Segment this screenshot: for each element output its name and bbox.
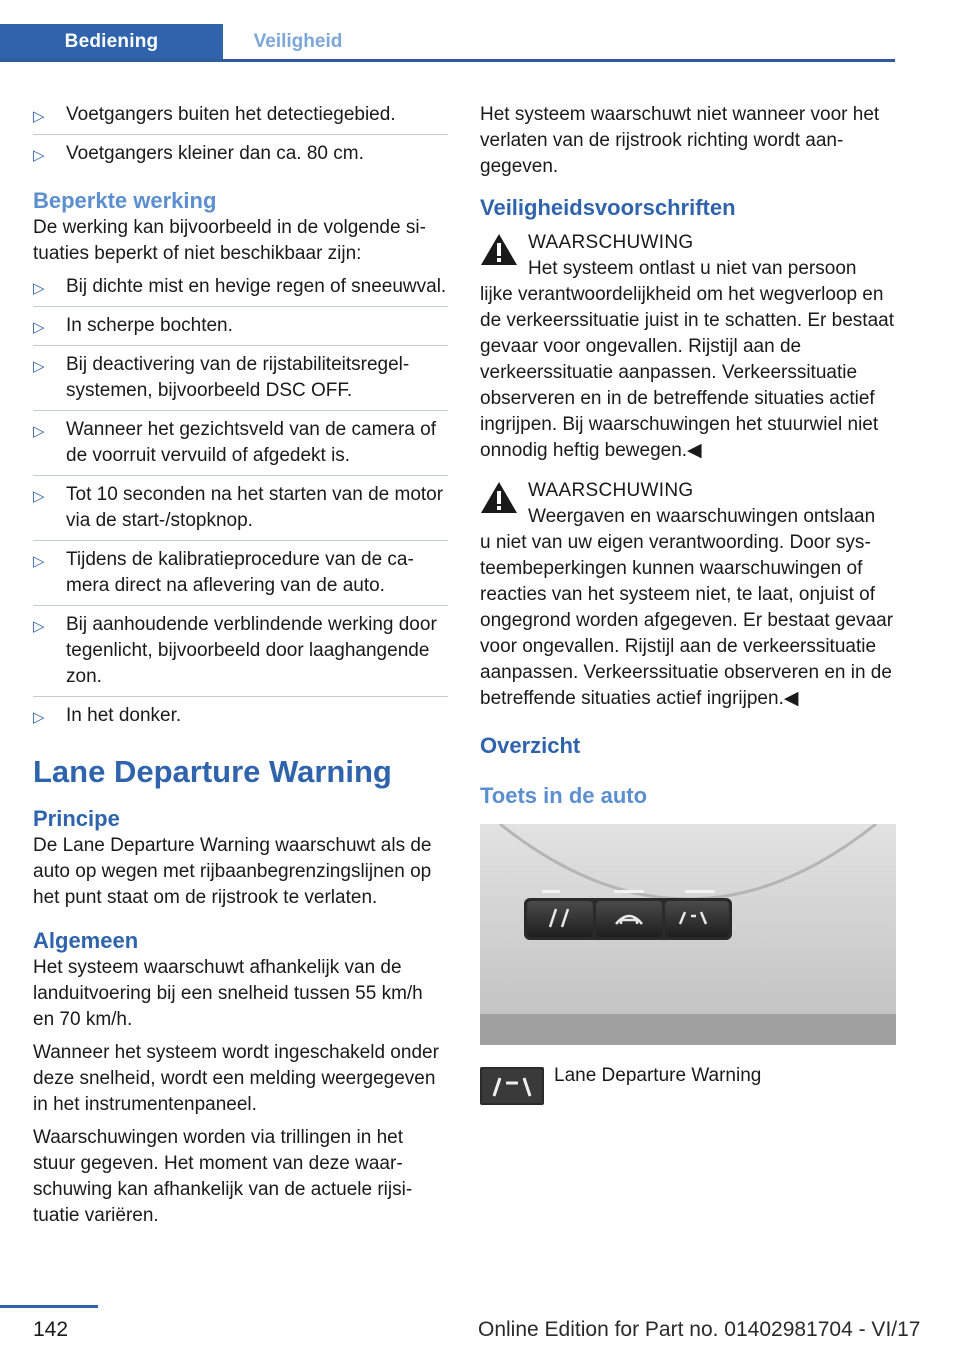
warning-triangle-icon — [480, 232, 518, 266]
heading-principe: Principe — [33, 806, 120, 831]
edition-text: Online Edition for Part no. 01402981704 - VI/17 — [478, 1318, 921, 1341]
chapter-tabbar — [0, 24, 895, 62]
list-item: ▷ Wanneer het gezichtsveld van de camera of de voorruit vervuild of afgedekt is. — [33, 417, 448, 476]
list-item: ▷ In scherpe bochten. — [33, 313, 448, 346]
warning-block-1 — [480, 230, 896, 464]
heading-lane-departure-warning: Lane Departure Warning — [33, 754, 392, 789]
tab-bediening[interactable]: Bediening — [0, 24, 223, 59]
list-item: ▷ Bij aanhoudende verblindende werking door tegenlicht, bijvoorbeeld door laaghangende zon. — [33, 612, 448, 697]
list-item: ▷ In het donker. — [33, 703, 448, 735]
list-item: ▷ Tot 10 seconden na het starten van de motor via de start-/stopknop. — [33, 482, 448, 541]
heading-toets-in-de-auto: Toets in de auto — [480, 783, 648, 808]
caption-text: Lane Departure Warning — [554, 1065, 762, 1086]
principe-text: De Lane Departure Warning waarschuwt als de auto op wegen met rijbaanbegrenzingslijnen op het punt staat om de rijstrook te verlaten. — [33, 835, 432, 908]
warning-title: WAARSCHUWING — [528, 480, 694, 501]
bullet-list-top — [33, 102, 448, 173]
warning-lead: Weergaven en waarschuwingen ontslaan — [528, 506, 876, 527]
triangle-bullet-icon: ▷ — [33, 146, 45, 164]
list-item: ▷ Voetgangers kleiner dan ca. 80 cm. — [33, 141, 448, 173]
warning-block-2 — [480, 478, 896, 712]
triangle-bullet-icon: ▷ — [33, 617, 45, 635]
triangle-bullet-icon: ▷ — [33, 279, 45, 297]
heading-algemeen: Algemeen — [33, 928, 139, 953]
right-column — [480, 102, 896, 1105]
list-item: ▷ Voetgangers buiten het detectiegebied. — [33, 102, 448, 135]
right-intro: Het systeem waarschuwt niet wanneer voor het verlaten van de rijstrook richting wordt aangegeven. — [480, 104, 880, 177]
heading-overzicht: Overzicht — [480, 733, 581, 758]
heading-beperkte-werking: Beperkte werking — [33, 188, 217, 213]
caption-row — [480, 1063, 896, 1105]
bullet-list-beperkte — [33, 274, 448, 735]
warning-body: lijke verantwoordelijkheid om het wegverloop en de verkeerssituatie juist in te schatten. Er bestaat gevaar voor ongevallen. Rijstijl aan de verkeerssituatie aanpassen. Verkeerssituatie observeren en in de betreffende situaties actief ingrijpen. Bij waarschuwingen het stuurwiel niet onnodig heftig bewegen.◀ — [480, 284, 894, 461]
triangle-bullet-icon: ▷ — [33, 422, 45, 440]
triangle-bullet-icon: ▷ — [33, 107, 45, 125]
page-number: 142 — [33, 1318, 69, 1341]
button-panel-photo — [480, 824, 896, 1045]
list-item: ▷ Bij dichte mist en hevige regen of sneeuwval. — [33, 274, 448, 307]
triangle-bullet-icon: ▷ — [33, 318, 45, 336]
triangle-bullet-icon: ▷ — [33, 552, 45, 570]
tab-veiligheid[interactable]: Veiligheid — [253, 30, 343, 52]
algemeen-paragraph-2: Wanneer het systeem wordt ingeschakeld onder deze snelheid, wordt een melding weergegeven in het instrumentenpaneel. — [33, 1042, 439, 1115]
beperkte-intro: De werking kan bijvoorbeeld in de volgende situaties beperkt of niet beschikbaar zijn: — [33, 217, 426, 264]
triangle-bullet-icon: ▷ — [33, 357, 45, 375]
left-column — [33, 102, 448, 1229]
list-item: ▷ Bij deactivering van de rijstabiliteitsregelsystemen, bijvoorbeeld DSC OFF. — [33, 352, 448, 411]
warning-triangle-icon — [480, 480, 518, 514]
algemeen-paragraph-3: Waarschuwingen worden via trillingen in het stuur gegeven. Het moment van deze waarschuwing kan afhankelijk van de actuele rijsituatie variëren. — [33, 1127, 413, 1226]
warning-lead: Het systeem ontlast u niet van persoon — [528, 258, 857, 279]
footer-rule — [0, 1305, 98, 1308]
warning-body: u niet van uw eigen verantwoording. Door systeembeperkingen kunnen waarschuwingen of reacties van het systeem niet, te laat, onjuist of ongegrond worden afgegeven. Er bestaat gevaar voor ongevallen. Rijstijl aan de verkeerssituatie aanpassen. Verkeerssituatie observeren en in de betreffende situaties actief ingrijpen.◀ — [480, 532, 894, 709]
algemeen-paragraph-1: Het systeem waarschuwt afhankelijk van de landuitvoering bij een snelheid tussen 55 km/h en 70 km/h. — [33, 957, 423, 1030]
triangle-bullet-icon: ▷ — [33, 708, 45, 726]
heading-veiligheidsvoorschriften: Veiligheidsvoorschriften — [480, 195, 736, 220]
triangle-bullet-icon: ▷ — [33, 487, 45, 505]
list-item: ▷ Tijdens de kalibratieprocedure van de camera direct na aflevering van de auto. — [33, 547, 448, 606]
lane-departure-button-icon — [480, 1067, 544, 1105]
warning-title: WAARSCHUWING — [528, 232, 694, 253]
